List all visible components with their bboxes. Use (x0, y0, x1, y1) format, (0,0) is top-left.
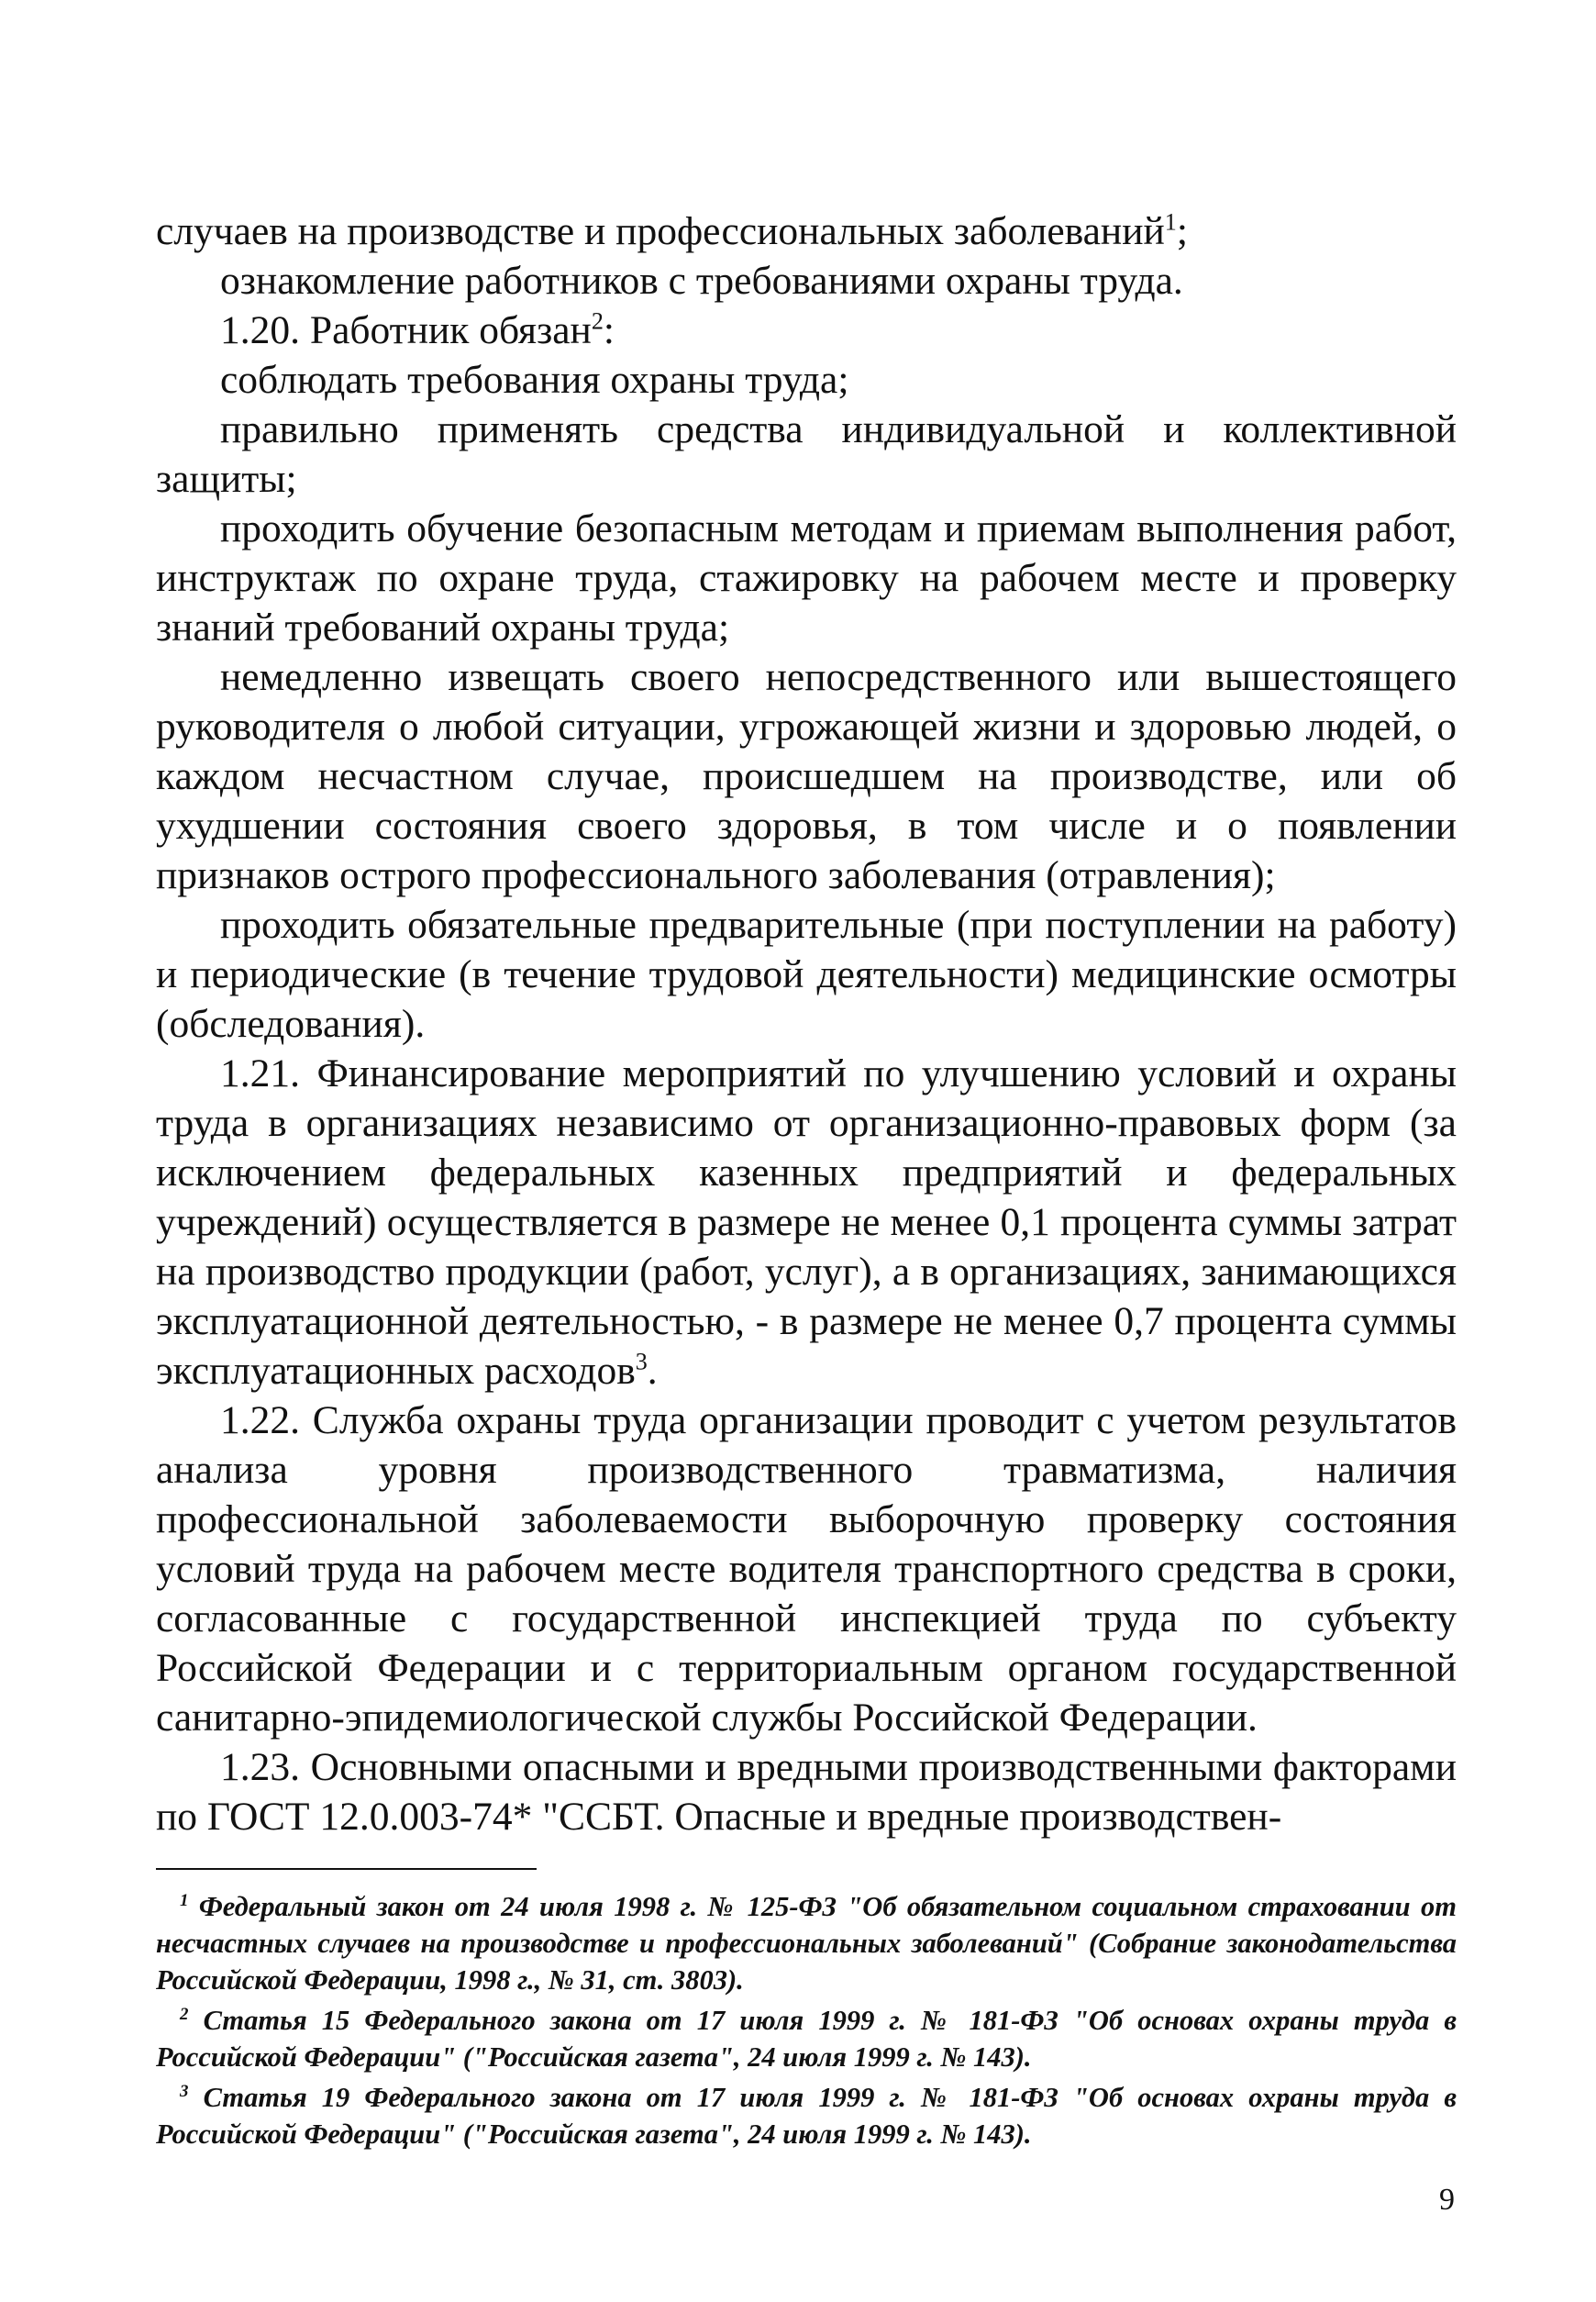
punctuation: : (603, 308, 615, 352)
punctuation: . (647, 1349, 658, 1393)
footnotes (156, 1888, 1457, 2156)
paragraph-text: 1.22. Служба охраны труда организации проводит с учетом результатов анализа уровня производственного травматизма, наличия профессиональной заболеваемости выборочную проверку состояния условий труда на рабочем месте водителя транспортного средства в сроки, согласованные с государственной инспекцией труда по субъекту Российской Федерации и с территориальным органом государственной санитарно-эпидемиологической службы Российской Федерации. (156, 1398, 1457, 1740)
punctuation: ; (1176, 209, 1188, 253)
footnote-text: Федеральный закон от 24 июля 1998 г. № 125-ФЗ "Об обязательном социальном страховании от несчастных случаев на производстве и профессиональных заболеваний" (Собрание законодательства Российской Федерации, 1998 г., № 31, ст. 3803). (156, 1891, 1457, 1996)
footnote-text: Статья 19 Федерального закона от 17 июля 1999 г. № 181-ФЗ "Об основах охраны труда в Российской Федерации" ("Российская газета", 24 июля 1999 г. № 143). (156, 2082, 1457, 2150)
section-1-22 (156, 1396, 1457, 1742)
section-1-21 (156, 1049, 1457, 1396)
paragraph-text: 1.20. Работник обязан (220, 308, 592, 352)
footnote-divider (156, 1868, 537, 1870)
section-1-20 (156, 306, 1457, 355)
footnote-3 (156, 2079, 1457, 2152)
paragraph (156, 355, 1457, 405)
paragraph (156, 652, 1457, 900)
paragraph (156, 256, 1457, 306)
page-number: 9 (1439, 2183, 1455, 2217)
paragraph-text: соблюдать требования охраны труда; (220, 358, 849, 402)
paragraph-text: 1.23. Основными опасными и вредными производственными факторами по ГОСТ 12.0.003-74* "ССБТ. Опасные и вредные производствен- (156, 1745, 1457, 1839)
paragraph (156, 900, 1457, 1049)
body-text (156, 206, 1457, 1841)
paragraph (156, 405, 1457, 504)
paragraph-continuation (156, 206, 1457, 256)
paragraph-text: ознакомление работников с требованиями охраны труда. (220, 259, 1183, 303)
footnote-1 (156, 1888, 1457, 1998)
footnote-ref: 3 (635, 1348, 648, 1375)
paragraph (156, 504, 1457, 652)
paragraph-text: правильно применять средства индивидуальной и коллективной защиты; (156, 407, 1457, 501)
footnote-ref: 2 (591, 307, 604, 335)
paragraph-text: случаев на производстве и профессиональных заболеваний (156, 209, 1165, 253)
section-1-23 (156, 1742, 1457, 1841)
footnote-text: Статья 15 Федерального закона от 17 июля 1999 г. № 181-ФЗ "Об основах охраны труда в Российской Федерации" ("Российская газета", 24 июля 1999 г. № 143). (156, 2005, 1457, 2073)
footnote-2 (156, 2002, 1457, 2075)
paragraph-text: немедленно извещать своего непосредственного или вышестоящего руководителя о любой ситуации, угрожающей жизни и здоровью людей, о каждом несчастном случае, происшедшем на производстве, или об ухудшении состояния своего здоровья, в том числе и о появлении признаков острого профессионального заболевания (отравления); (156, 655, 1457, 897)
footnote-mark: 3 (180, 2081, 189, 2101)
footnote-mark: 1 (180, 1890, 189, 1910)
paragraph-text: 1.21. Финансирование мероприятий по улучшению условий и охраны труда в организациях независимо от организационно-правовых форм (за исключением федеральных казенных предприятий и федеральных учреждений) осуществляется в размере не менее 0,1 процента суммы затрат на производство продукции (работ, услуг), а в организациях, занимающихся эксплуатационной деятельностью, - в размере не менее 0,7 процента суммы эксплуатационных расходов (156, 1051, 1457, 1393)
paragraph-text: проходить обучение безопасным методам и приемам выполнения работ, инструктаж по охране труда, стажировку на рабочем месте и проверку знаний требований охраны труда; (156, 506, 1457, 650)
footnote-ref: 1 (1164, 208, 1177, 236)
paragraph-text: проходить обязательные предварительные (при поступлении на работу) и периодические (в течение трудовой деятельности) медицинские осмотры (обследования). (156, 903, 1457, 1046)
footnote-mark: 2 (180, 2004, 189, 2024)
